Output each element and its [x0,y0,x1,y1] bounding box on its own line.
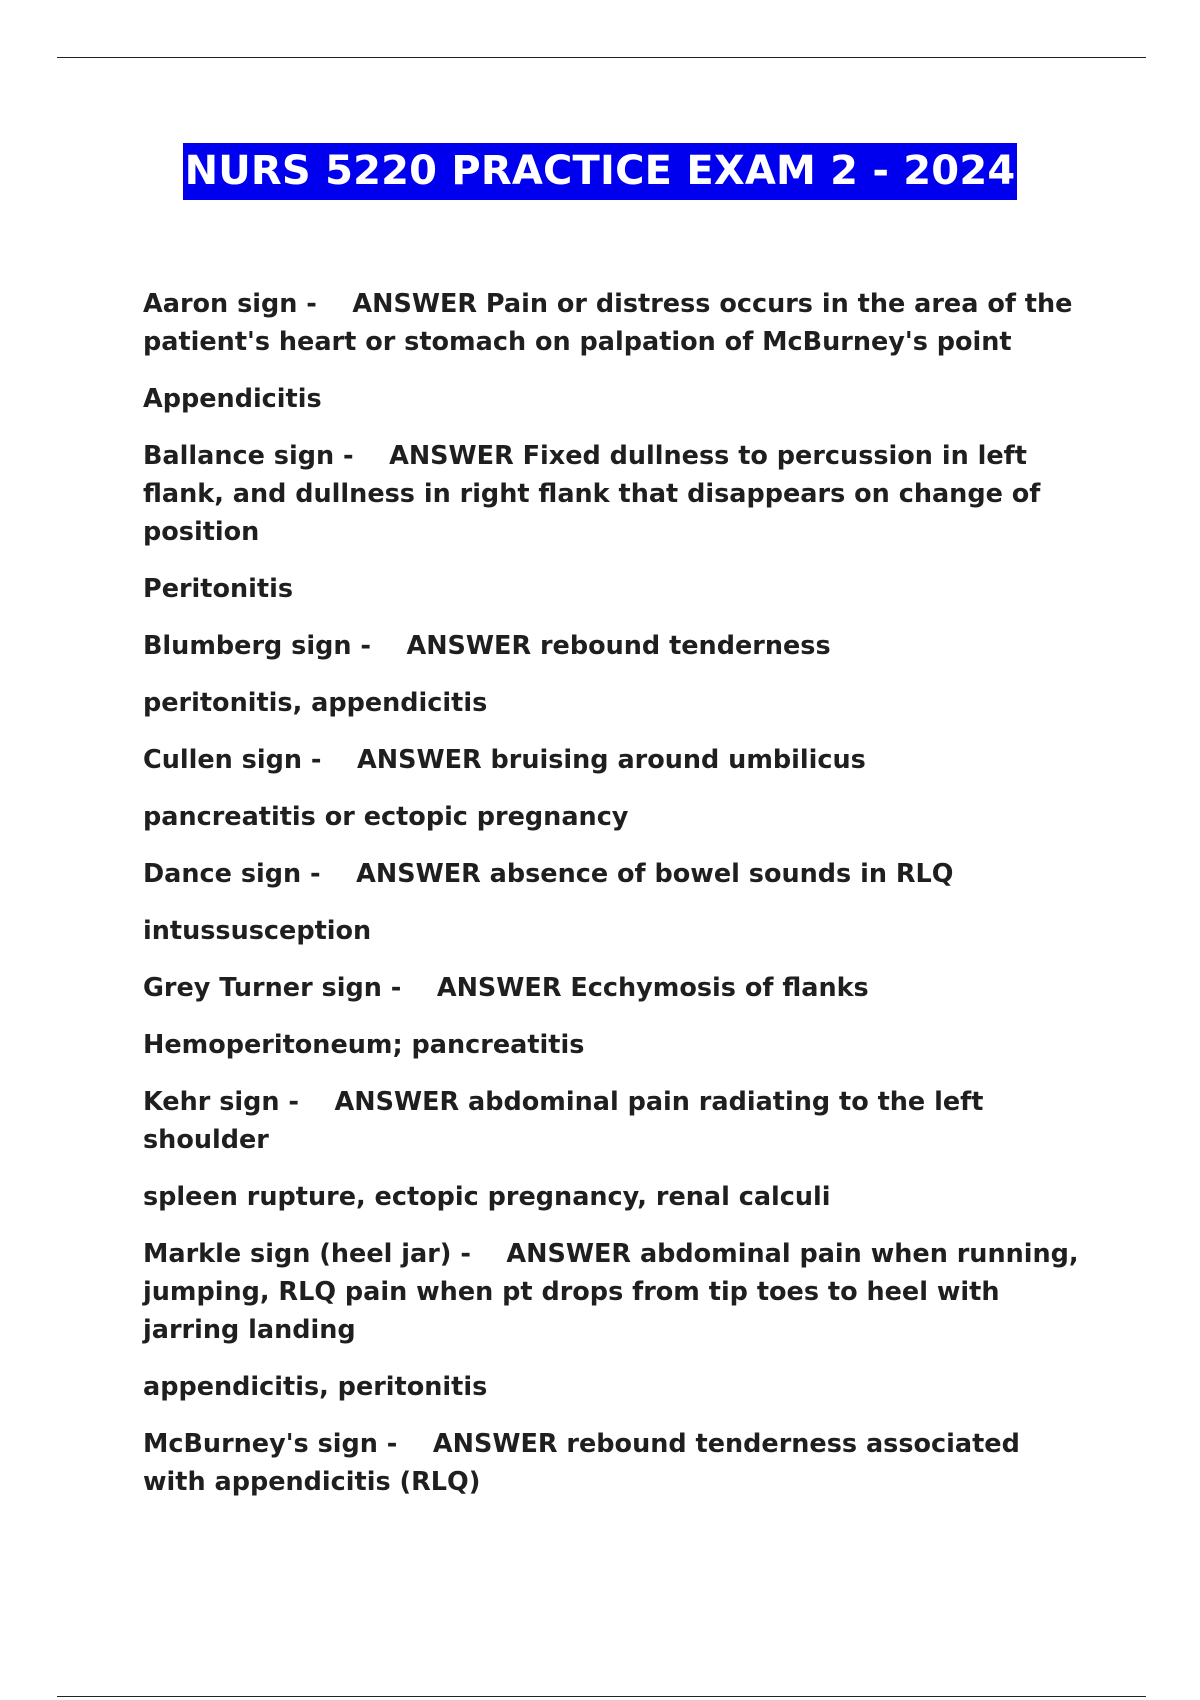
top-rule [57,57,1146,58]
entry-definition: abdominal pain radiating to the left shoulder [143,1087,984,1155]
entry-grey-turner-sign: Grey Turner sign - ANSWER Ecchymosis of flanks [143,973,869,1003]
entry-term: Markle sign (heel jar) [143,1239,452,1269]
entry-definition: absence of bowel sounds in RLQ [489,859,954,889]
answer-marker: ANSWER [436,973,562,1003]
answer-marker: ANSWER [406,631,532,661]
answer-marker: ANSWER [506,1239,632,1269]
entry-term: Cullen sign [143,745,303,775]
document-title: NURS 5220 PRACTICE EXAM 2 - 2024 [183,143,1018,200]
entry-definition: Pain or distress occurs in the area of the patient's heart or stomach on palpation of McBurney's point [143,289,1073,357]
title-container [0,143,1200,200]
entry-definition: abdominal pain when running, jumping, RLQ pain when pt drops from tip toes to heel with jarring landing [143,1239,1079,1345]
entry-term: Grey Turner sign [143,973,382,1003]
answer-marker: ANSWER [352,289,478,319]
entry-blumberg-sign: Blumberg sign - ANSWER rebound tenderness [143,631,831,661]
bottom-rule [57,1696,1146,1697]
entry-definition: rebound tenderness [539,631,831,661]
entry-term: Ballance sign [143,441,335,471]
entry-condition: spleen rupture, ectopic pregnancy, renal calculi [143,1182,831,1212]
entry-cullen-sign: Cullen sign - ANSWER bruising around umbilicus [143,745,866,775]
entry-definition: rebound tenderness associated with appendicitis (RLQ) [143,1429,1020,1497]
entry-definition: Fixed dullness to percussion in left flank, and dullness in right flank that disappears on change of position [143,441,1041,547]
entry-definition: Ecchymosis of flanks [570,973,869,1003]
entry-mcburney-sign: McBurney's sign - ANSWER rebound tenderness associated with appendicitis (RLQ) [143,1429,1020,1497]
entry-dance-sign: Dance sign - ANSWER absence of bowel sounds in RLQ [143,859,954,889]
entry-condition: Appendicitis [143,384,322,414]
answer-marker: ANSWER [334,1087,460,1117]
entry-term: Blumberg sign [143,631,352,661]
entry-markle-sign: Markle sign (heel jar) - ANSWER abdominal pain when running, jumping, RLQ pain when pt drops from tip toes to heel with jarring landing [143,1239,1079,1345]
entry-condition: peritonitis, appendicitis [143,688,488,718]
entry-term: McBurney's sign [143,1429,378,1459]
entry-definition: bruising around umbilicus [490,745,866,775]
entry-term: Dance sign [143,859,302,889]
entry-term: Kehr sign [143,1087,280,1117]
entry-term: Aaron sign [143,289,298,319]
answer-marker: ANSWER [357,745,482,775]
entry-condition: intussusception [143,916,372,946]
entry-condition: Hemoperitoneum; pancreatitis [143,1030,585,1060]
entry-aaron-sign: Aaron sign - ANSWER Pain or distress occurs in the area of the patient's heart or stomach on palpation of McBurney's point [143,289,1073,357]
answer-marker: ANSWER [356,859,481,889]
flashcard-list [143,285,1088,1501]
entry-kehr-sign: Kehr sign - ANSWER abdominal pain radiating to the left shoulder [143,1087,984,1155]
entry-condition: appendicitis, peritonitis [143,1372,488,1402]
entry-condition: pancreatitis or ectopic pregnancy [143,802,629,832]
entry-condition: Peritonitis [143,574,294,604]
entry-ballance-sign: Ballance sign - ANSWER Fixed dullness to percussion in left flank, and dullness in right flank that disappears on change of position [143,441,1041,547]
answer-marker: ANSWER [389,441,514,471]
answer-marker: ANSWER [432,1429,558,1459]
